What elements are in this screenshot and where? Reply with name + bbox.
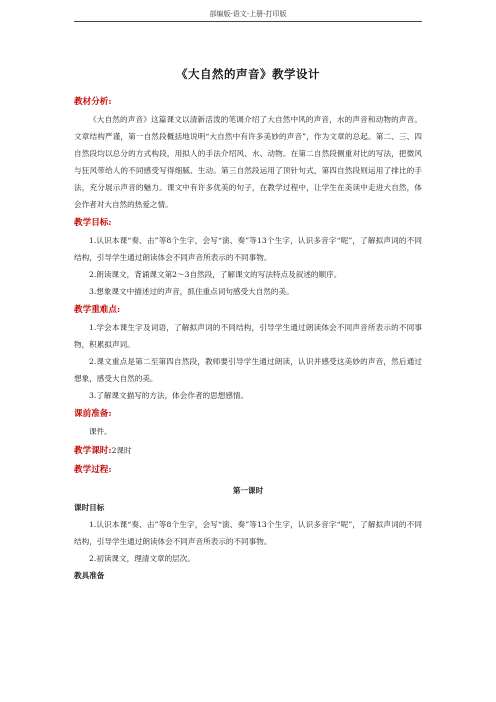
goal-item-1: 1.认识本课“奏、击”等8个生字，会写“演、奏”等13个生字，认识多音字“呢”，了解拟声词的不同结构，引导学生通过朗读体会不同声音所表示的不同事物。 [74,236,422,262]
class-hours-heading: 教学课时: [74,446,112,456]
key-points-heading: 教学重难点: [74,305,121,315]
analysis-paragraph: 《大自然的声音》这篇课文以清新活泼的笔调介绍了大自然中风的声音，水的声音和动物的声音。文章结构严谨，第一自然段概括地说明“大自然中有许多美妙的声音”，作为文章的总起。第二、三、四自然段均以总分的方式构段，用拟人的手法介绍风、水、动物。在第二自然段侧重对比的写法，把微风与狂风带给人的不同感受写得细腻、生动。第三自然段运用了顶针句式，第四自然段则运用了排比的手法，充分展示声音的魅力。课文中有许多优美的句子，在教学过程中，让学生在美读中走进大自然，体会作者对大自然的热爱之情。 [74,115,422,209]
process-heading: 教学过程: [74,465,112,475]
document-title: 《大自然的声音》教学设计 [176,67,320,81]
preparation-text: 课件。 [89,427,112,436]
lesson-goal-1: 1.认识本课“奏、击”等8个生字，会写“演、奏”等13个生字，认识多音字“呢”，了解拟声词的不同结构，引导学生通过朗读体会不同声音所表示的不同事物。 [74,520,422,546]
lesson-goal-2: 2.初读课文，理清文章的层次。 [89,554,195,563]
class-hours-value: 2课时 [111,446,132,455]
teaching-tools-label: 教具准备 [74,571,105,580]
page-header: 部编版-语文-上册-打印版 [74,0,422,22]
key-point-2: 2.课文重点是第二至第四自然段，教师要引导学生通过朗读，认识并感受这美妙的声音，然后通过想象，感受大自然的美。 [74,357,422,383]
lesson-one-title: 第一课时 [232,486,264,495]
lesson-goals-label: 课时目标 [74,503,105,512]
goal-item-3: 3.想象课文中描述过的声音，抓住重点词句感受大自然的美。 [89,287,294,296]
class-hours-line [74,442,422,460]
goal-item-2: 2.朗读课文，背诵课文第2～3自然段，了解课文的写法特点及叙述的顺序。 [89,270,342,279]
document-body [74,92,422,584]
key-point-1: 1.学会本课生字及词语，了解拟声词的不同结构，引导学生通过朗读体会不同声音所表示的不同事物，积累拟声词。 [74,323,422,349]
analysis-heading: 教材分析: [74,97,112,107]
goals-heading: 教学目标: [74,218,112,228]
preparation-heading: 课前准备: [74,409,112,419]
key-point-3: 3.了解课文描写的方法，体会作者的思想感情。 [89,391,249,400]
